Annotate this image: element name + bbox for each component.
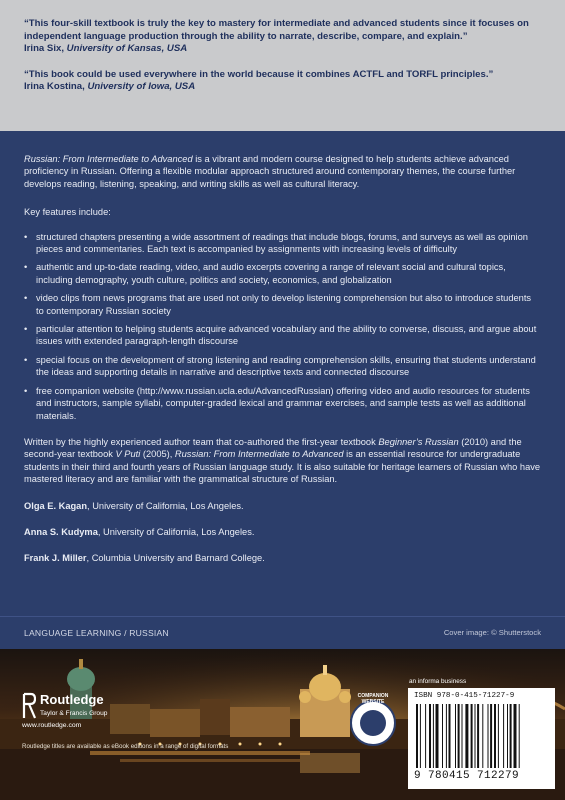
feature-item: • video clips from news programs that are used not only to develop listening comprehension but also to introduce students to contemporary Russian society: [24, 292, 541, 317]
feature-item: • particular attention to helping students acquire advanced vocabulary and the ability to converse, discuss, and argue about issues with extended paragraph-length discourse: [24, 323, 541, 348]
quote-text: “This book could be used everywhere in the world because it combines ACTFL and TORFL principles.”: [24, 68, 494, 80]
features-list: [24, 231, 541, 422]
isbn-barcode-box: [408, 688, 555, 789]
companion-label: COMPANION WEBSITE: [357, 693, 389, 705]
isbn-label: ISBN 978-0-415-71227-9: [414, 692, 515, 700]
closing-book-title: Russian: From Intermediate to Advanced: [174, 449, 344, 460]
closing-book-title: Beginner’s Russian: [378, 436, 459, 447]
cover-image-credit: Cover image: © Shutterstock: [443, 628, 541, 637]
quote-institution: University of Iowa, USA: [87, 81, 196, 92]
author-affiliation: , Columbia University and Barnard College.: [86, 553, 265, 564]
quote-institution: University of Kansas, USA: [66, 43, 188, 54]
publisher-url: www.routledge.com: [22, 722, 82, 729]
author-affiliation: , University of California, Los Angeles.: [97, 526, 255, 537]
quote-text: “This four-skill textbook is truly the key to mastery for intermediate and advanced students since it focuses on independent language production through the ability to narrate, describe, compare, and explain.”: [24, 18, 529, 42]
endorsement-quote: [24, 18, 541, 56]
feature-item: • structured chapters presenting a wide assortment of readings that include blogs, forums, and surveys as well as opinion pieces and commentaries. Each text is accompanied by assignments with increasing levels of difficulty: [24, 231, 541, 256]
companion-website-badge: [350, 693, 396, 746]
routledge-r-icon: [22, 692, 36, 720]
isbn-digits: 9 780415 712279: [414, 770, 520, 782]
barcode-icon: [414, 704, 550, 768]
author-name: Olga E. Kagan: [24, 500, 88, 511]
author-name: Anna S. Kudyma: [24, 526, 98, 537]
closing-book-title: V Puti: [115, 449, 141, 460]
description-panel: [0, 131, 565, 616]
closing-paragraph: [24, 436, 541, 486]
intro-paragraph: [24, 153, 541, 190]
author-bio: [24, 552, 541, 564]
closing-text: (2010) and the second-year textbook: [24, 436, 522, 460]
informa-tagline: an informa business: [409, 678, 467, 685]
feature-item: • authentic and up-to-date reading, video, and audio excerpts covering a range of relevant social and cultural topics, including demography, youth culture, politics and society, economics, and globalization: [24, 261, 541, 286]
author-affiliation: , University of California, Los Angeles.: [87, 500, 244, 511]
author-bio: [24, 526, 541, 538]
publisher-group: Taylor & Francis Group: [40, 710, 108, 717]
globe-icon: [360, 710, 386, 736]
intro-text: is a vibrant and modern course designed to help students achieve advanced proficiency in Russian. Offering a flexible modular approach structured around contemporary themes, the course further develops reading, listening, speaking, and writing skills as well as cultural literacy.: [24, 154, 516, 189]
feature-item: • special focus on the development of strong listening and reading comprehension skills, ensuring that students understand the ideas and supporting details in narrative and descriptive texts and connected discourse: [24, 354, 541, 379]
quote-author: Irina Kostina,: [24, 81, 88, 92]
subject-category: LANGUAGE LEARNING / RUSSIAN: [24, 628, 169, 638]
closing-text: Written by the highly experienced author team that co-authored the first-year textbook: [24, 436, 379, 447]
publisher-name: Routledge: [40, 692, 104, 707]
features-heading: Key features include:: [24, 207, 111, 218]
endorsement-quote: [24, 69, 541, 94]
ebook-availability-note: Routledge titles are available as eBook editions in a range of digital formats: [22, 743, 229, 750]
author-name: Frank J. Miller: [24, 553, 87, 564]
closing-text: is an essential resource for undergraduate students in their third and fourth years of Russian language study. It is also suitable for heritage learners of Russian who have mastered literacy and are familiar with the grammatical structure of Russian.: [24, 449, 541, 485]
book-title: Russian: From Intermediate to Advanced: [24, 154, 193, 164]
subject-bar: [0, 616, 565, 649]
endorsements-band: [0, 0, 565, 131]
feature-item: • free companion website (http://www.russian.ucla.edu/AdvancedRussian) offering video and audio resources for students and instructors, sample syllabi, computer-graded lexical and grammar exercises, and sample tests as well as additional materials.: [24, 385, 541, 422]
closing-text: (2005),: [140, 449, 175, 460]
quote-author: Irina Six,: [24, 43, 67, 54]
author-bio: [24, 500, 541, 512]
